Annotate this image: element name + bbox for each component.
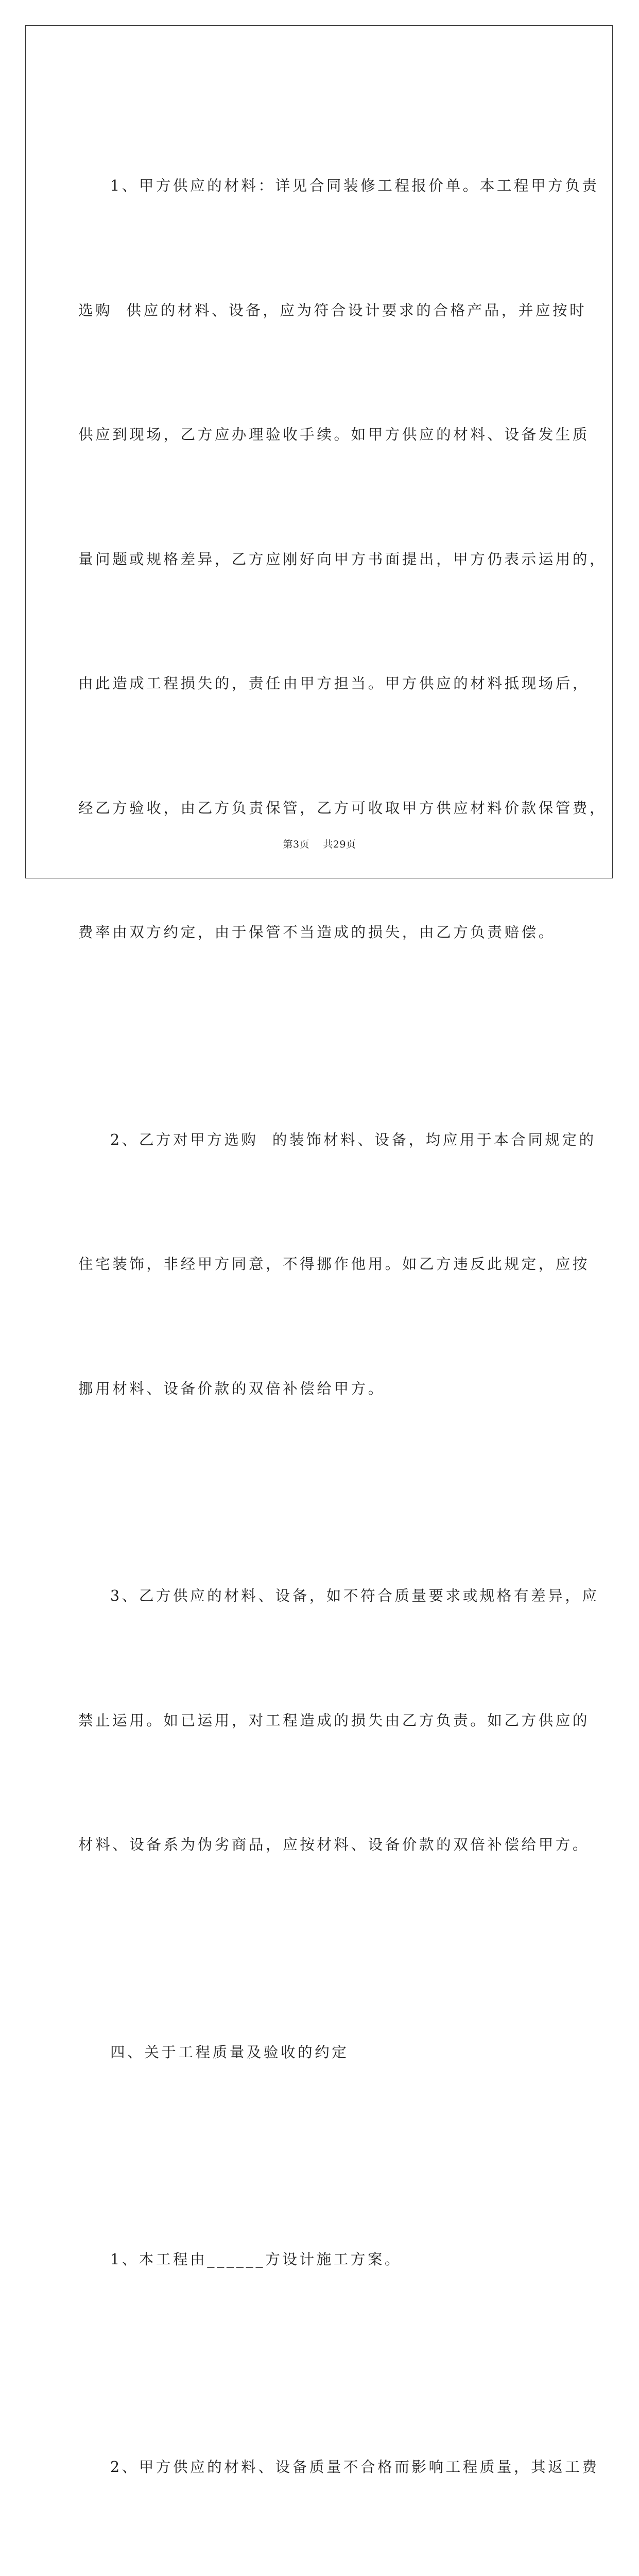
text-line: 2、甲方供应的材料、设备质量不合格而影响工程质量，其返工费 — [78, 2447, 560, 2488]
text-line: 1、本工程由______方设计施工方案。 — [78, 2239, 560, 2281]
document-body — [78, 82, 560, 2576]
paragraph-5 — [78, 2364, 560, 2576]
section-heading — [78, 1949, 560, 2157]
text-line: 住宅装饰，非经甲方同意，不得挪作他用。如乙方违反此规定，应按 — [78, 1244, 560, 1285]
text-line: 供应到现场，乙方应办理验收手续。如甲方供应的材料、设备发生质 — [78, 414, 560, 456]
text-line: 2、乙方对甲方选购 的装饰材料、设备，均应用于本合同规定的 — [78, 1120, 560, 1161]
text-line: 由此造成工程损失的，责任由甲方担当。甲方供应的材料抵现场后， — [78, 663, 560, 705]
text-line: 3、乙方供应的材料、设备，如不符合质量要求或规格有差异，应 — [78, 1575, 560, 1617]
text-line: 量问题或规格差异，乙方应刚好向甲方书面提出，甲方仍表示运用的， — [78, 539, 560, 581]
text-line: 禁止运用。如已运用，对工程造成的损失由乙方负责。如乙方供应的 — [78, 1700, 560, 1742]
page-number: 第3页 — [283, 839, 310, 850]
page-total: 共29页 — [323, 839, 356, 850]
paragraph-4 — [78, 2156, 560, 2364]
text-line: 1、甲方供应的材料：详见合同装修工程报价单。本工程甲方负责 — [78, 165, 560, 207]
section-title: 四、关于工程质量及验收的约定 — [78, 2032, 560, 2074]
text-line: 费率由双方约定，由于保管不当造成的损失，由乙方负责赔偿。 — [78, 912, 560, 954]
page-footer — [0, 837, 639, 851]
text-line: 材料、设备系为伪劣商品，应按材料、设备价款的双倍补偿给甲方。 — [78, 1824, 560, 1866]
paragraph-1 — [78, 82, 560, 1037]
text-line: 经乙方验收，由乙方负责保管，乙方可收取甲方供应材料价款保管费， — [78, 788, 560, 829]
text-line: 选购 供应的材料、设备，应为符合设计要求的合格产品，并应按时 — [78, 290, 560, 332]
text-line: 挪用材料、设备价款的双倍补偿给甲方。 — [78, 1368, 560, 1410]
paragraph-2 — [78, 1037, 560, 1493]
paragraph-3 — [78, 1493, 560, 1949]
text-line — [78, 2571, 560, 2576]
